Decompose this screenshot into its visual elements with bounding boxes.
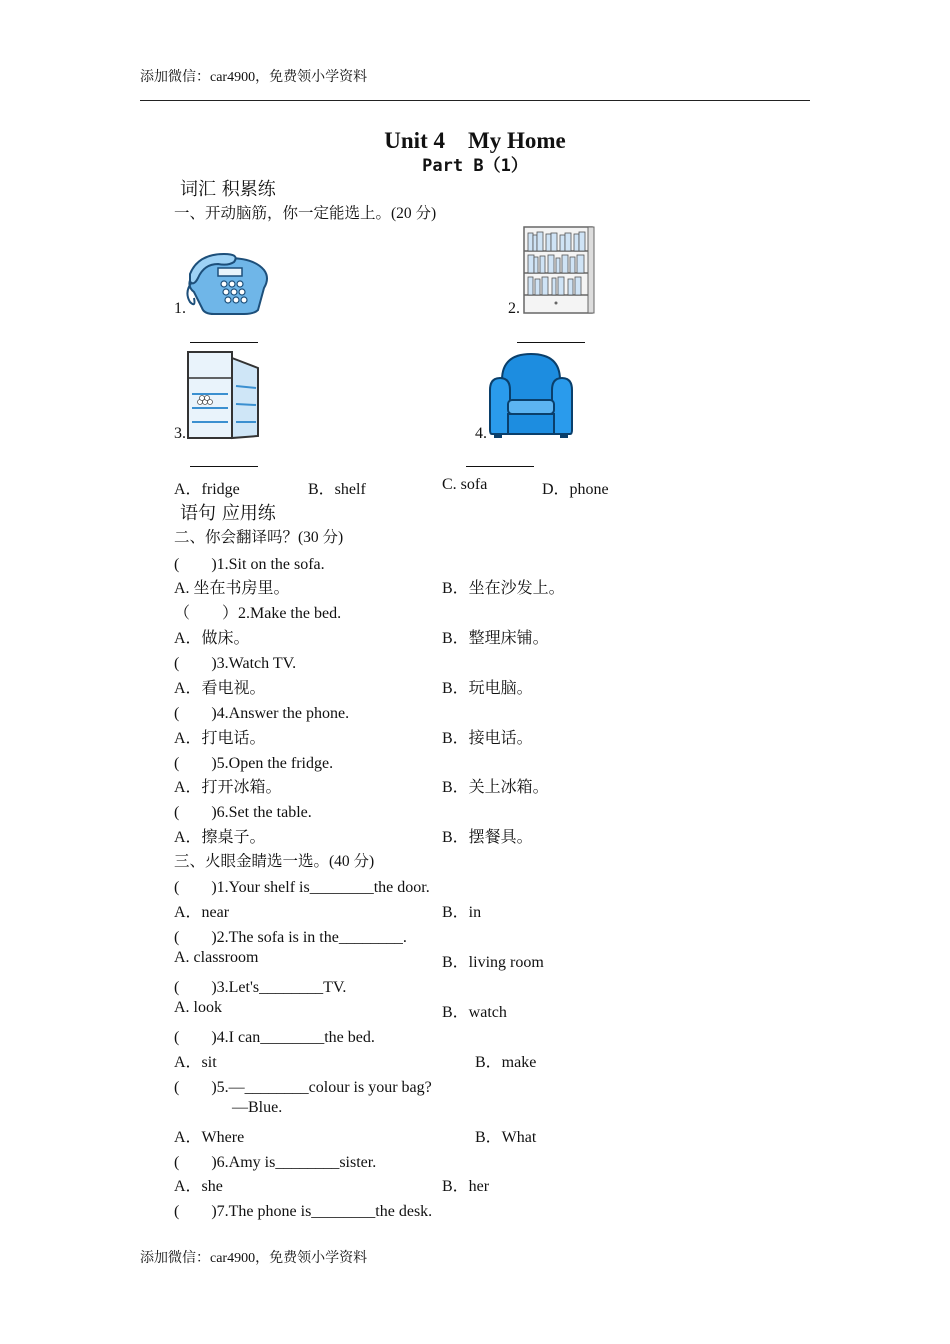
choice-a[interactable]: A．sit	[174, 1054, 217, 1071]
question-text: （ ）2.Make the bed.	[174, 605, 342, 622]
page-title: Unit 4 My Home	[384, 128, 566, 153]
part3-heading: 三、火眼金睛选一选。(40 分)	[174, 852, 375, 870]
choice-b[interactable]: B．living room	[442, 954, 544, 971]
choice-a[interactable]: A. look	[174, 999, 222, 1016]
choice-a[interactable]: A．做床。	[174, 630, 250, 647]
option-d: D．phone	[542, 481, 609, 498]
choice-b[interactable]: B．watch	[442, 1004, 507, 1021]
choice-a[interactable]: A. 坐在书房里。	[174, 580, 290, 597]
question-text: ( )6.Amy is________sister.	[174, 1154, 377, 1171]
choice-a[interactable]: A. classroom	[174, 949, 259, 966]
choice-a[interactable]: A．打开冰箱。	[174, 779, 282, 796]
question-text: ( )7.The phone is________the desk.	[174, 1203, 433, 1220]
choice-b[interactable]: B．玩电脑。	[442, 680, 533, 697]
question-text: ( )4.Answer the phone.	[174, 705, 350, 722]
phone-picture	[184, 252, 270, 316]
choice-b[interactable]: B．摆餐具。	[442, 829, 533, 846]
question-text: ( )3.Let's________TV.	[174, 979, 347, 996]
answer-blank[interactable]	[190, 466, 258, 467]
choice-b[interactable]: B．in	[442, 904, 482, 921]
choice-b[interactable]: B．What	[475, 1129, 537, 1146]
option-a: A．fridge	[174, 481, 240, 498]
question-text: ( )2.The sofa is in the________.	[174, 929, 407, 946]
answer-blank[interactable]	[517, 342, 585, 343]
item-number: 1.	[174, 300, 186, 317]
part1-heading: 一、开动脑筋，你一定能选上。(20 分)	[174, 204, 437, 222]
option-b: B．shelf	[308, 481, 366, 498]
vocab-heading: 词汇 积累练	[180, 179, 276, 200]
question-reply: —Blue.	[232, 1099, 283, 1116]
item-number: 4.	[475, 425, 487, 442]
choice-a[interactable]: A．she	[174, 1178, 223, 1195]
sofa-picture	[488, 350, 574, 440]
question-text: ( )1.Sit on the sofa.	[174, 556, 325, 573]
fridge-picture	[186, 350, 264, 440]
question-text: ( )4.I can________the bed.	[174, 1029, 375, 1046]
question-text: ( )6.Set the table.	[174, 804, 312, 821]
question-text: ( )1.Your shelf is________the door.	[174, 879, 430, 896]
choice-b[interactable]: B．坐在沙发上。	[442, 580, 565, 597]
header-note: 添加微信：car4900，免费领小学资料	[140, 70, 368, 85]
choice-a[interactable]: A．Where	[174, 1129, 245, 1146]
header-divider	[140, 100, 810, 101]
option-c: C. sofa	[442, 476, 488, 493]
choice-b[interactable]: B．make	[475, 1054, 537, 1071]
question-text: ( )5.—________colour is your bag?	[174, 1079, 432, 1096]
choice-a[interactable]: A．near	[174, 904, 230, 921]
choice-b[interactable]: B．her	[442, 1178, 490, 1195]
choice-a[interactable]: A．看电视。	[174, 680, 266, 697]
item-number: 2.	[508, 300, 520, 317]
choice-a[interactable]: A．打电话。	[174, 730, 266, 747]
part2-heading: 二、你会翻译吗？(30 分)	[174, 528, 344, 546]
question-text: ( )3.Watch TV.	[174, 655, 297, 672]
item-number: 3.	[174, 425, 186, 442]
choice-b[interactable]: B．整理床铺。	[442, 630, 549, 647]
question-text: ( )5.Open the fridge.	[174, 755, 334, 772]
answer-blank[interactable]	[466, 466, 534, 467]
choice-a[interactable]: A．擦桌子。	[174, 829, 266, 846]
page-subtitle: Part B（1）	[422, 156, 528, 176]
sentence-heading: 语句 应用练	[180, 503, 276, 524]
choice-b[interactable]: B．接电话。	[442, 730, 533, 747]
choice-b[interactable]: B．关上冰箱。	[442, 779, 549, 796]
bookshelf-picture	[522, 225, 596, 315]
footer-note: 添加微信：car4900，免费领小学资料	[140, 1251, 368, 1266]
answer-blank[interactable]	[190, 342, 258, 343]
